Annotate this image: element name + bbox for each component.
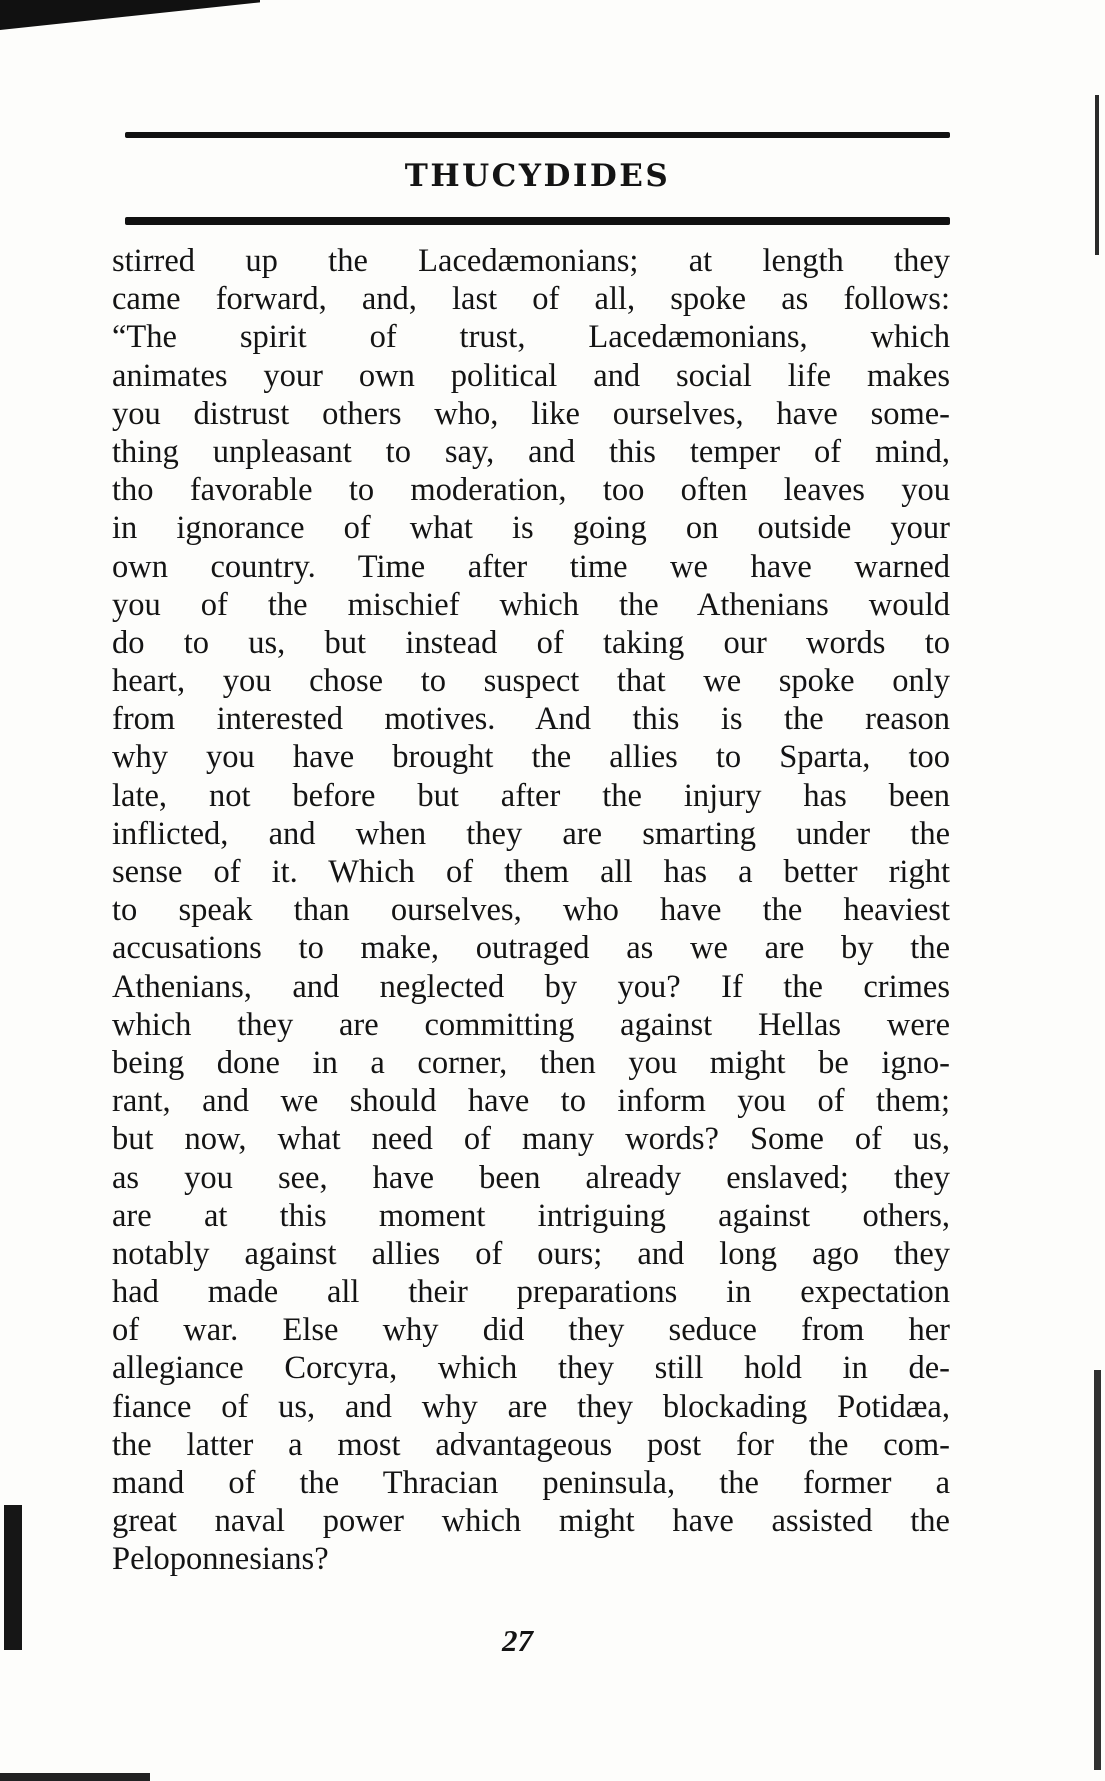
text-line: Peloponnesians?	[112, 1541, 329, 1578]
text-line: allegiance Corcyra, which they still hold in de-	[112, 1350, 950, 1387]
text-line: from interested motives. And this is the reason	[112, 701, 950, 738]
text-line: why you have brought the allies to Sparta, too	[112, 739, 950, 776]
text-line: thing unpleasant to say, and this temper of mind,	[112, 433, 950, 470]
scan-edge-shadow	[0, 0, 260, 30]
text-line: the latter a most advantageous post for the com-	[112, 1426, 950, 1463]
text-line: but now, what need of many words? Some of us,	[112, 1121, 950, 1158]
text-line: to speak than ourselves, who have the heaviest	[112, 892, 950, 929]
text-line: mand of the Thracian peninsula, the former a	[112, 1465, 950, 1501]
text-line: in ignorance of what is going on outside your	[112, 510, 950, 547]
scan-edge-shadow	[1094, 1370, 1101, 1770]
text-line: “The spirit of trust, Lacedæmonians, which	[112, 319, 950, 356]
text-line: accusations to make, outraged as we are by the	[112, 930, 950, 967]
text-line: you distrust others who, like ourselves, have some-	[112, 395, 950, 432]
text-line: are at this moment intriguing against others,	[112, 1197, 950, 1234]
text-line: fiance of us, and why are they blockading Potidæa,	[112, 1388, 950, 1425]
header-rule-bottom	[125, 217, 950, 225]
scan-edge-shadow	[1095, 95, 1099, 255]
text-line: sense of it. Which of them all has a better right	[112, 854, 950, 890]
text-line: rant, and we should have to inform you of them;	[112, 1083, 950, 1120]
text-line: great naval power which might have assisted the	[112, 1503, 950, 1540]
text-line: own country. Time after time we have warned	[112, 548, 950, 585]
running-head: THUCYDIDES	[404, 158, 671, 194]
page-number: 27	[502, 1623, 533, 1658]
scan-edge-shadow	[0, 1773, 150, 1781]
text-line: Athenians, and neglected by you? If the crimes	[112, 968, 950, 1005]
text-line: stirred up the Lacedæmonians; at length they	[112, 243, 950, 279]
body-text	[112, 242, 950, 1579]
text-line: you of the mischief which the Athenians would	[112, 586, 950, 623]
text-line: inflicted, and when they are smarting under the	[112, 815, 950, 852]
text-line: as you see, have been already enslaved; they	[112, 1159, 950, 1196]
header-rule-top	[125, 132, 950, 138]
text-line: which they are committing against Hellas were	[112, 1006, 950, 1043]
text-line: heart, you chose to suspect that we spoke only	[112, 663, 950, 700]
text-line: notably against allies of ours; and long ago they	[112, 1235, 950, 1272]
text-line: of war. Else why did they seduce from her	[112, 1312, 950, 1349]
text-line: being done in a corner, then you might be igno-	[112, 1044, 950, 1081]
text-line: late, not before but after the injury has been	[112, 777, 950, 814]
text-line: do to us, but instead of taking our words to	[112, 624, 950, 661]
text-line: tho favorable to moderation, too often leaves you	[112, 472, 950, 509]
text-line: came forward, and, last of all, spoke as follows:	[112, 281, 950, 318]
text-line: had made all their preparations in expectation	[112, 1274, 950, 1311]
text-line: animates your own political and social life makes	[112, 357, 950, 394]
